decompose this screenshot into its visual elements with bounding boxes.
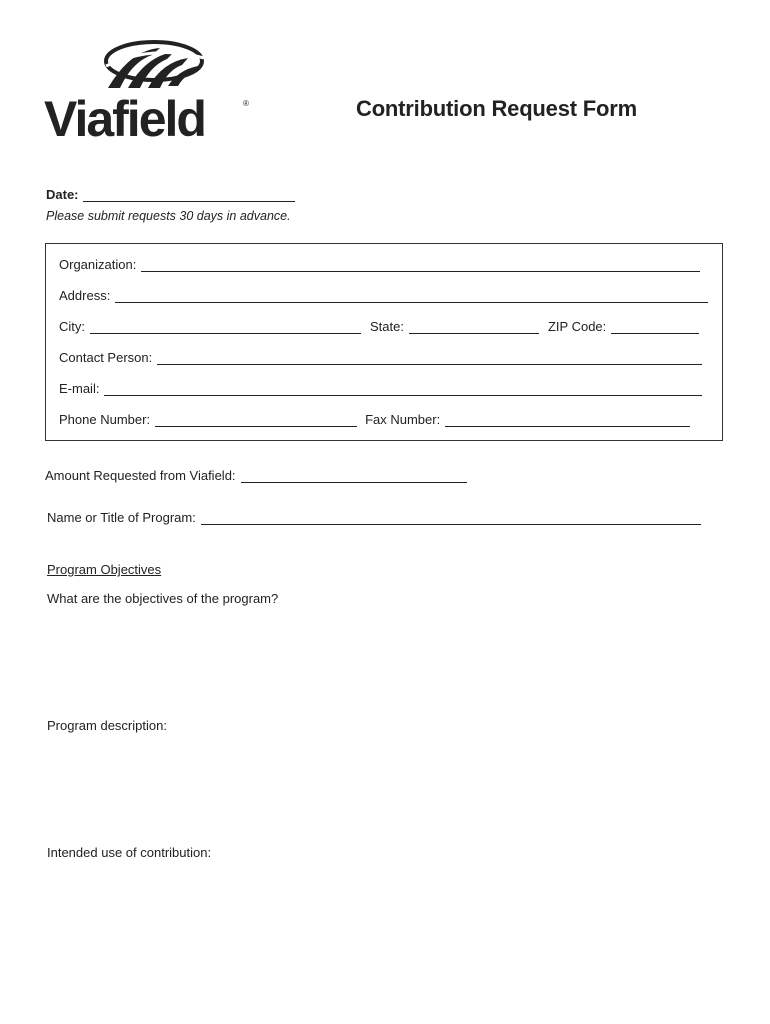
fax-field[interactable] <box>445 414 690 427</box>
phone-fax-row <box>59 412 690 427</box>
program-objectives-heading: Program Objectives <box>47 562 162 577</box>
contact-person-row <box>59 350 702 365</box>
state-field[interactable] <box>409 321 539 334</box>
organization-field[interactable] <box>141 259 700 272</box>
email-row <box>59 381 702 396</box>
contact-person-label: Contact Person: <box>59 350 153 365</box>
submission-note: Please submit requests 30 days in advance. <box>46 209 291 223</box>
intended-use-label: Intended use of contribution: <box>47 845 212 860</box>
objectives-question: What are the objectives of the program? <box>47 591 279 606</box>
amount-field[interactable] <box>241 470 467 483</box>
program-name-row <box>47 510 701 525</box>
email-label: E-mail: <box>59 381 100 396</box>
address-field[interactable] <box>115 290 708 303</box>
date-row <box>46 187 295 202</box>
program-description-label: Program description: <box>47 718 167 733</box>
email-field[interactable] <box>104 383 702 396</box>
date-field[interactable] <box>83 188 295 202</box>
form-title: Contribution Request Form <box>356 96 637 121</box>
phone-label: Phone Number: <box>59 412 151 427</box>
program-name-label: Name or Title of Program: <box>47 510 196 525</box>
logo-wordmark: Viafield <box>44 91 205 147</box>
contact-person-field[interactable] <box>157 352 702 365</box>
city-state-zip-row <box>59 319 699 334</box>
phone-field[interactable] <box>155 414 357 427</box>
program-name-field[interactable] <box>201 512 701 525</box>
zip-field[interactable] <box>611 321 699 334</box>
fax-label: Fax Number: <box>365 412 441 427</box>
state-label: State: <box>370 319 404 334</box>
viafield-logo <box>44 36 254 161</box>
organization-row <box>59 257 700 272</box>
city-label: City: <box>59 319 85 334</box>
address-row <box>59 288 708 303</box>
viafield-logo-mark <box>44 36 254 161</box>
date-label: Date: <box>46 187 79 202</box>
organization-label: Organization: <box>59 257 137 272</box>
amount-row <box>45 468 467 483</box>
city-field[interactable] <box>90 321 361 334</box>
zip-label: ZIP Code: <box>547 319 607 334</box>
registered-mark: ® <box>243 99 249 108</box>
address-label: Address: <box>59 288 111 303</box>
amount-label: Amount Requested from Viafield: <box>45 468 236 483</box>
